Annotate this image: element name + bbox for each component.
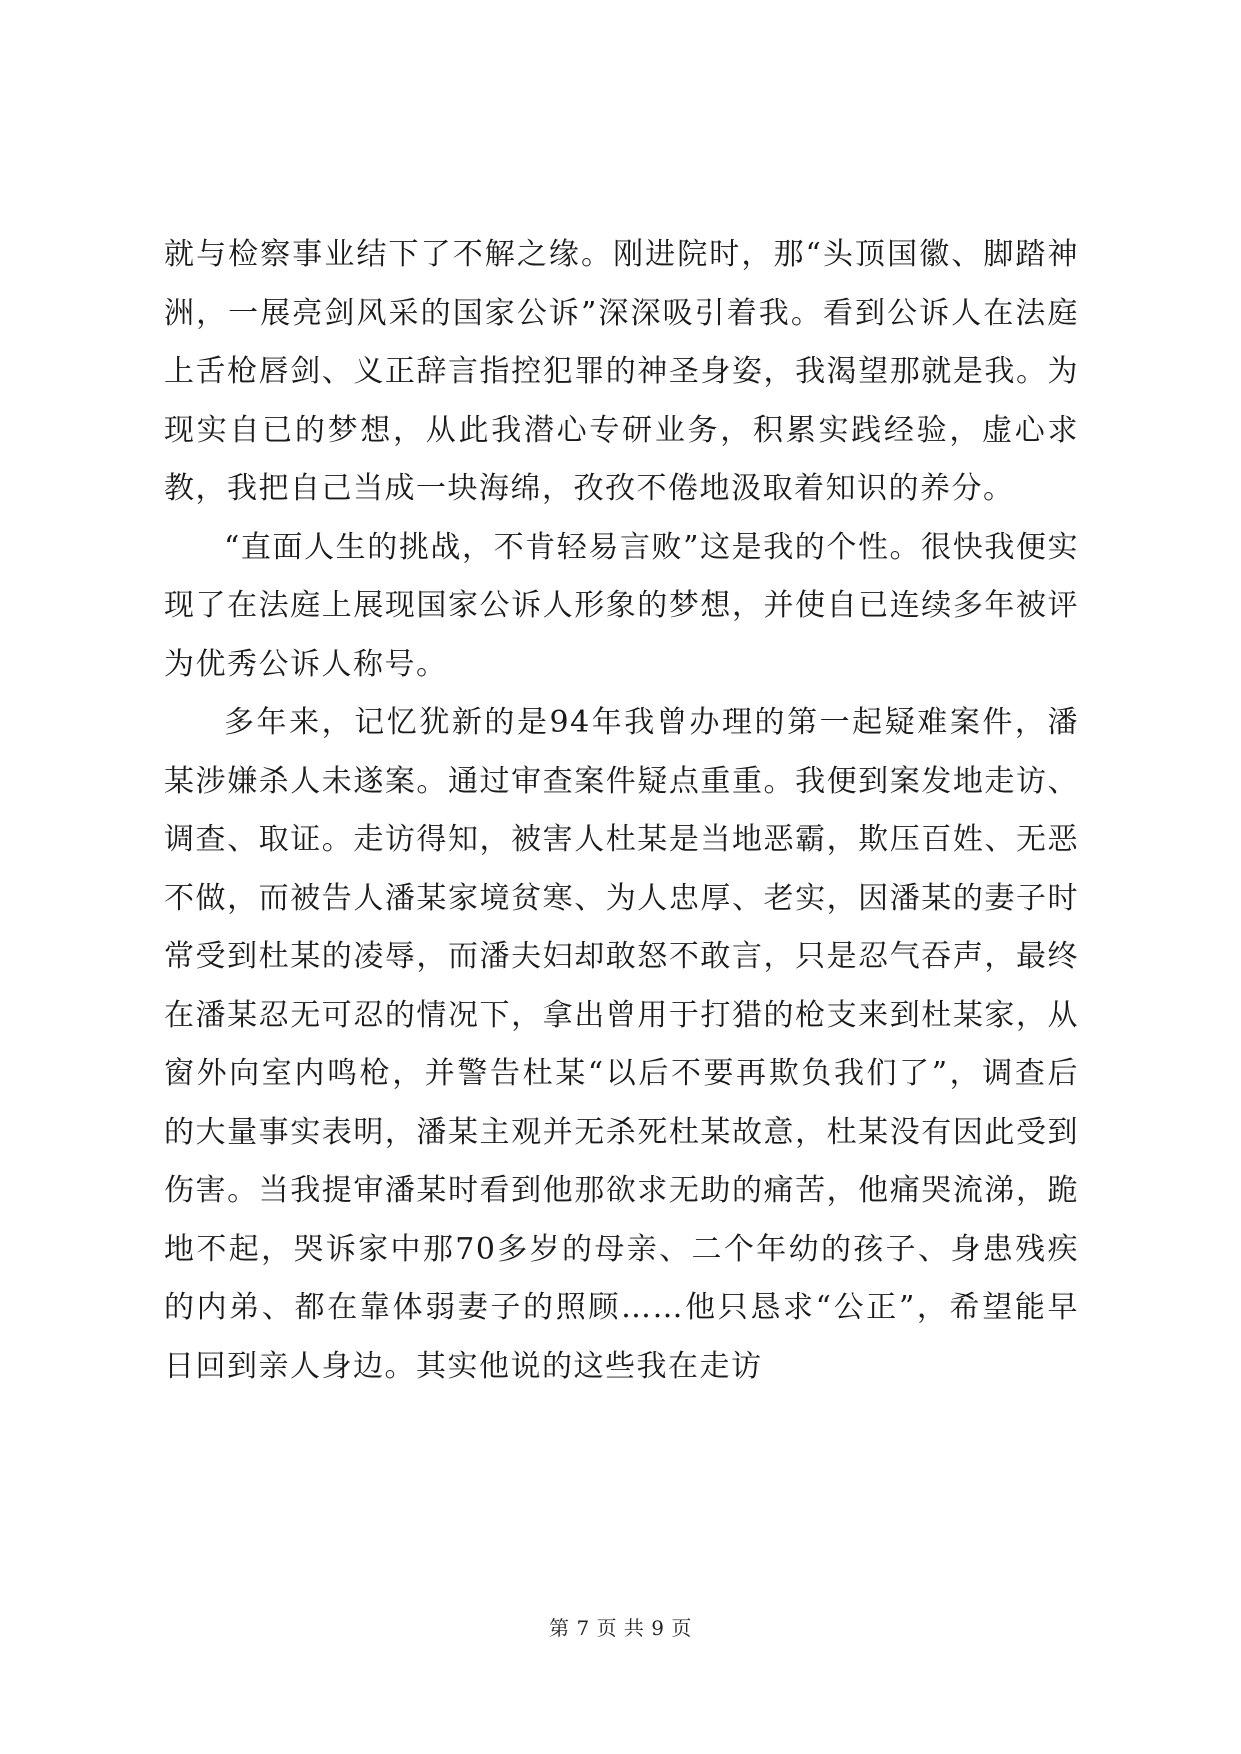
document-body (164, 226, 1079, 1396)
paragraph-1: 就与检察事业结下了不解之缘。刚进院时，那“头顶国徽、脚踏神洲，一展亮剑风采的国家公诉”深深吸引着我。看到公诉人在法庭上舌枪唇剑、义正辞言指控犯罪的神圣身姿，我渴望那就是我。为现实自已的梦想，从此我潜心专研业务，积累实践经验，虚心求教，我把自己当成一块海绵，孜孜不倦地汲取着知识的养分。 (164, 237, 1079, 506)
page-footer: 第 7 页 共 9 页 (549, 1616, 692, 1640)
paragraph-3: 多年来，记忆犹新的是94年我曾办理的第一起疑难案件，潘某涉嫌杀人未遂案。通过审查案件疑点重重。我便到案发地走访、调查、取证。走访得知，被害人杜某是当地恶霸，欺压百姓、无恶不做，而被告人潘某家境贫寒、为人忠厚、老实，因潘某的妻子时常受到杜某的凌辱，而潘夫妇却敢怒不敢言，只是忍气吞声，最终在潘某忍无可忍的情况下，拿出曾用于打猎的枪支来到杜某家，从窗外向室内鸣枪，并警告杜某“以后不要再欺负我们了”，调查后的大量事实表明，潘某主观并无杀死杜某故意，杜某没有因此受到伤害。当我提审潘某时看到他那欲求无助的痛苦，他痛哭流涕，跪地不起，哭诉家中那70多岁的母亲、二个年幼的孩子、身患残疾的内弟、都在靠体弱妻子的照顾……他只恳求“公正”，希望能早日回到亲人身边。其实他说的这些我在走访 (164, 705, 1079, 1384)
paragraph-2: “直面人生的挑战，不肯轻易言败”这是我的个性。很快我便实现了在法庭上展现国家公诉人形象的梦想，并使自已连续多年被评为优秀公诉人称号。 (164, 529, 1079, 682)
